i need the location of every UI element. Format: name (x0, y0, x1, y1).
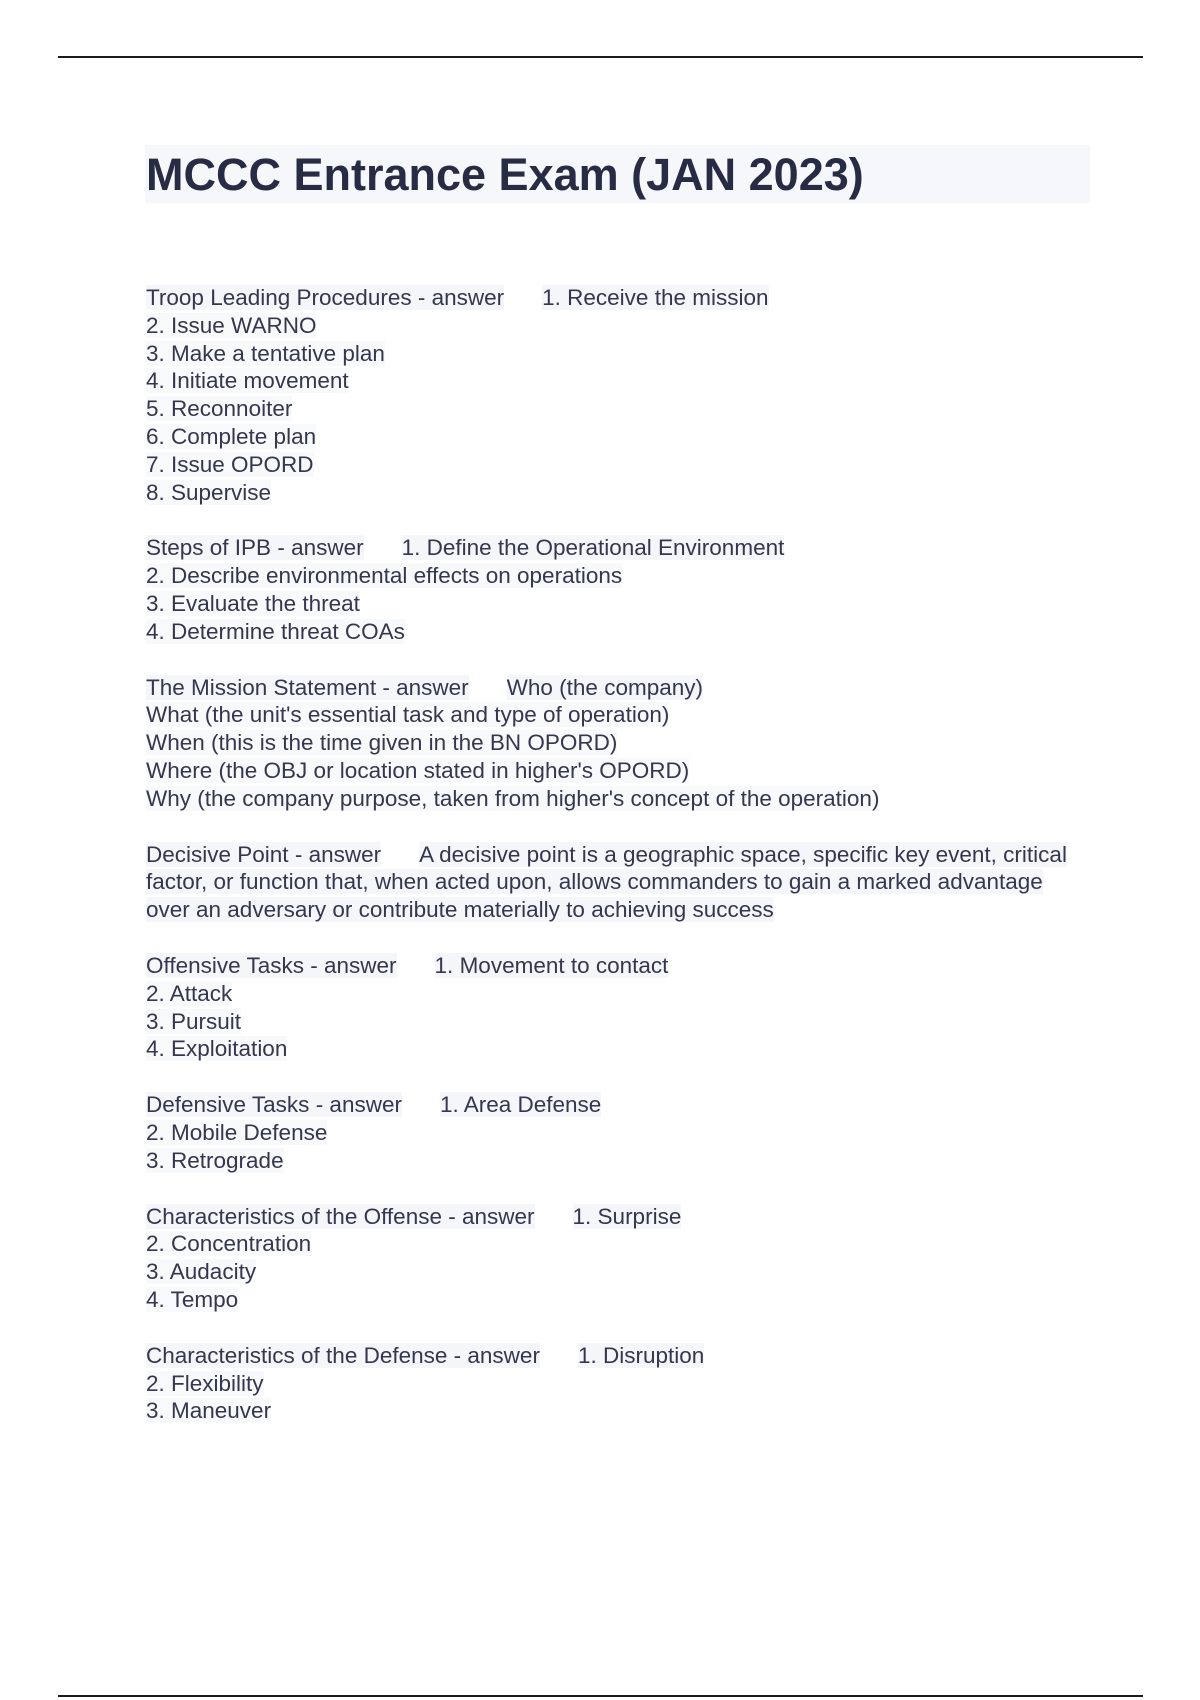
qa-term (146, 842, 381, 867)
qa-card (146, 674, 1091, 813)
qa-answer-lines (146, 980, 1091, 1063)
qa-term (146, 1204, 535, 1229)
qa-answer-line: 4. Initiate movement (146, 368, 349, 394)
answer-separator: - answer (310, 952, 397, 978)
qa-answer-line: 2. Attack (146, 980, 233, 1006)
qa-card (146, 1091, 1091, 1174)
top-rule (58, 56, 1143, 58)
qa-term-text: Defensive Tasks (146, 1092, 310, 1118)
qa-answer-first: 1. Receive the mission (542, 285, 769, 310)
qa-answer-lines (146, 562, 1091, 645)
qa-answer-first: A decisive point is a geographic space, specific key event, critical factor, or function that, when acted upon, allows commanders to gain a marked advantage over an adversary or contribute materially to achieving success (146, 841, 1067, 923)
qa-term-text: Steps of IPB (146, 535, 272, 561)
qa-head (146, 1342, 1091, 1370)
qa-answer-line: 4. Exploitation (146, 1036, 288, 1062)
qa-term (146, 285, 504, 310)
qa-term-text: Characteristics of the Defense (146, 1342, 448, 1368)
qa-answer-first: 1. Movement to contact (434, 952, 669, 978)
answer-separator: - answer (417, 285, 505, 310)
qa-term-text: The Mission Statement (146, 674, 377, 700)
qa-card (146, 1203, 1091, 1314)
qa-answer-first: 1. Area Defense (439, 1092, 602, 1118)
answer-separator: - answer (453, 1342, 540, 1368)
qa-term-text: Characteristics of the Offense (146, 1203, 442, 1229)
qa-answer-line: 3. Retrograde (146, 1147, 284, 1173)
qa-answer-line: 2. Mobile Defense (146, 1119, 328, 1145)
qa-answer-line: 2. Concentration (146, 1231, 312, 1257)
qa-answer-lines (146, 312, 1091, 507)
qa-head (146, 841, 1091, 924)
qa-answer-first: 1. Disruption (577, 1342, 705, 1368)
qa-answer-line: Why (the company purpose, taken from higher's concept of the operation) (146, 785, 880, 811)
qa-answer-first: 1. Define the Operational Environment (401, 535, 785, 561)
qa-answer-line: 8. Supervise (146, 479, 272, 505)
qa-answer-line: 6. Complete plan (146, 423, 317, 449)
qa-term-text: Offensive Tasks (146, 952, 304, 978)
qa-answer-first: 1. Surprise (572, 1203, 682, 1229)
qa-answer-line: 2. Issue WARNO (146, 312, 317, 338)
qa-answer-line: What (the unit's essential task and type of operation) (146, 702, 670, 728)
qa-head (146, 674, 1091, 702)
qa-term (146, 675, 469, 700)
qa-answer-line: Where (the OBJ or location stated in higher's OPORD) (146, 757, 690, 783)
qa-answer-lines (146, 701, 1091, 812)
qa-list (146, 284, 1091, 1425)
qa-head (146, 284, 1091, 312)
qa-answer-line: 3. Make a tentative plan (146, 340, 385, 366)
document-body (146, 284, 1091, 1453)
qa-answer-lines (146, 1119, 1091, 1175)
qa-card (146, 952, 1091, 1063)
qa-answer-line: 3. Pursuit (146, 1008, 242, 1034)
qa-answer-lines (146, 1230, 1091, 1313)
answer-separator: - answer (382, 674, 469, 700)
qa-answer-line: 3. Maneuver (146, 1398, 272, 1424)
qa-card (146, 1342, 1091, 1425)
qa-term (146, 1343, 540, 1368)
page-title: MCCC Entrance Exam (JAN 2023) (146, 149, 864, 200)
qa-term (146, 1092, 402, 1117)
qa-card (146, 841, 1091, 924)
qa-answer-line: 2. Flexibility (146, 1370, 264, 1396)
qa-term-text: Decisive Point (146, 841, 289, 867)
qa-head (146, 534, 1091, 562)
qa-answer-line: 4. Tempo (146, 1286, 239, 1312)
qa-head (146, 1203, 1091, 1231)
qa-term (146, 953, 397, 978)
answer-separator: - answer (448, 1203, 535, 1229)
qa-answer-lines (146, 1370, 1091, 1426)
qa-term (146, 535, 364, 560)
qa-answer-line: 2. Describe environmental effects on operations (146, 563, 623, 589)
bottom-rule (58, 1695, 1143, 1697)
qa-head (146, 1091, 1091, 1119)
qa-answer-line: When (this is the time given in the BN OPORD) (146, 730, 618, 756)
qa-card (146, 534, 1091, 645)
qa-answer-line: 7. Issue OPORD (146, 451, 314, 477)
qa-answer-line: 5. Reconnoiter (146, 396, 293, 422)
qa-answer-first: Who (the company) (506, 674, 703, 700)
qa-term-text: Troop Leading Procedures (146, 285, 412, 310)
qa-head (146, 952, 1091, 980)
qa-answer-line: 3. Evaluate the threat (146, 590, 360, 616)
qa-card (146, 284, 1091, 506)
answer-separator: - answer (294, 841, 382, 867)
qa-answer-line: 3. Audacity (146, 1259, 257, 1285)
answer-separator: - answer (277, 535, 364, 561)
answer-separator: - answer (315, 1092, 402, 1118)
qa-answer-line: 4. Determine threat COAs (146, 618, 405, 644)
